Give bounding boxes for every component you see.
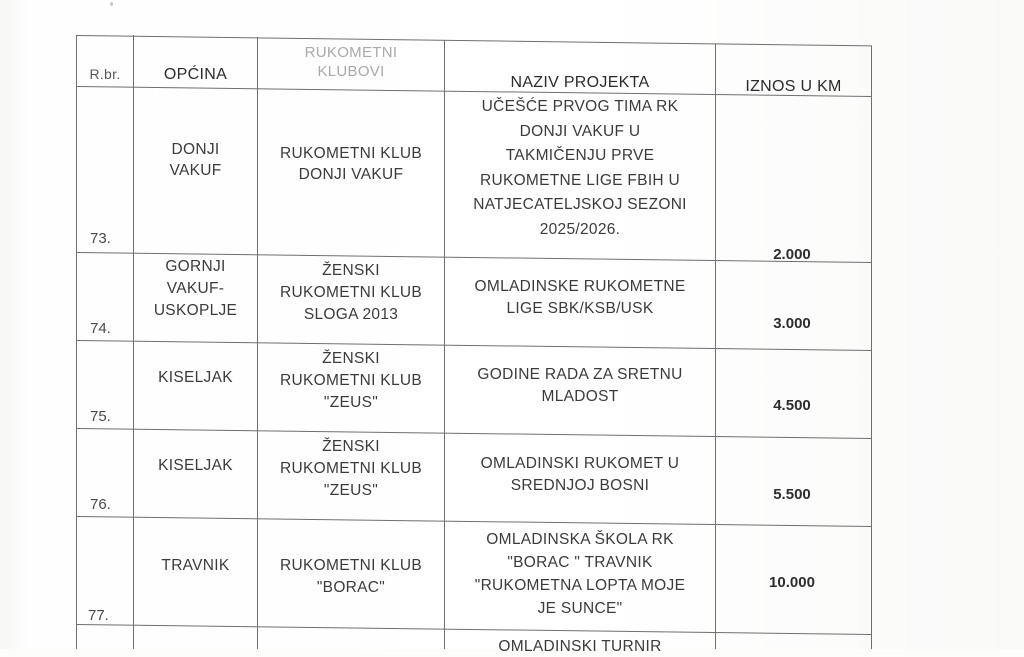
row-number: 75.: [90, 408, 111, 425]
cell-projekt: OMLADINSKA ŠKOLA RK "BORAC " TRAVNIK "RUKOMETNA LOPTA MOJE JE SUNCE": [474, 531, 686, 617]
table-border-left: [76, 35, 77, 649]
cell-klub: RUKOMETNI KLUB DONJI VAKUF: [280, 145, 422, 183]
row-number: 76.: [90, 496, 111, 513]
cell-klub: ŽENSKI RUKOMETNI KLUB SLOGA 2013: [280, 262, 422, 323]
row-number: 77.: [88, 607, 109, 624]
header-opcina: OPĆINA: [163, 66, 228, 83]
cell-opcina: KISELJAK: [158, 457, 233, 474]
table-border-right: [871, 46, 872, 649]
cell-iznos: 10.000: [769, 574, 815, 591]
scan-speck: [110, 2, 113, 6]
cell-iznos: 4.500: [773, 397, 811, 414]
header-naziv: NAZIV PROJEKTA: [510, 74, 650, 91]
cell-projekt-cutoff: OMLADINSKI TURNIR: [498, 638, 662, 655]
cell-projekt: OMLADINSKE RUKOMETNE LIGE SBK/KSB/USK: [474, 278, 686, 317]
cell-opcina: TRAVNIK: [161, 557, 230, 574]
cell-klub: ŽENSKI RUKOMETNI KLUB "ZEUS": [280, 350, 422, 411]
header-iznos: IZNOS U KM: [745, 78, 842, 95]
column-divider-naziv: [715, 44, 716, 649]
cell-projekt: GODINE RADA ZA SRETNU MLADOST: [477, 366, 683, 405]
cell-iznos: 3.000: [773, 315, 811, 332]
cell-opcina: GORNJI VAKUF- USKOPLJE: [153, 258, 238, 319]
cell-iznos: 5.500: [773, 486, 811, 503]
cell-iznos: 2.000: [773, 246, 811, 263]
cell-klub: RUKOMETNI KLUB "BORAC": [280, 557, 422, 596]
header-rbr: R.br.: [89, 66, 121, 82]
row-number: 73.: [90, 230, 111, 247]
row-number: 74.: [90, 320, 111, 337]
cell-projekt: OMLADINSKI RUKOMET U SREDNJOJ BOSNI: [480, 455, 680, 494]
cell-projekt: UČEŠĆE PRVOG TIMA RK DONJI VAKUF U TAKMIČENJU PRVE RUKOMETNE LIGE FBIH U NATJECATELJSKOJ SEZONI 2025/2026.: [473, 98, 687, 238]
cell-opcina: KISELJAK: [158, 369, 233, 386]
cell-opcina: DONJI VAKUF: [169, 141, 222, 179]
header-klubovi-line1: RUKOMETNI: [304, 44, 398, 61]
header-klubovi: [258, 43, 444, 81]
cell-klub: ŽENSKI RUKOMETNI KLUB "ZEUS": [280, 438, 422, 499]
header-klubovi-line2: KLUBOVI: [317, 63, 385, 80]
